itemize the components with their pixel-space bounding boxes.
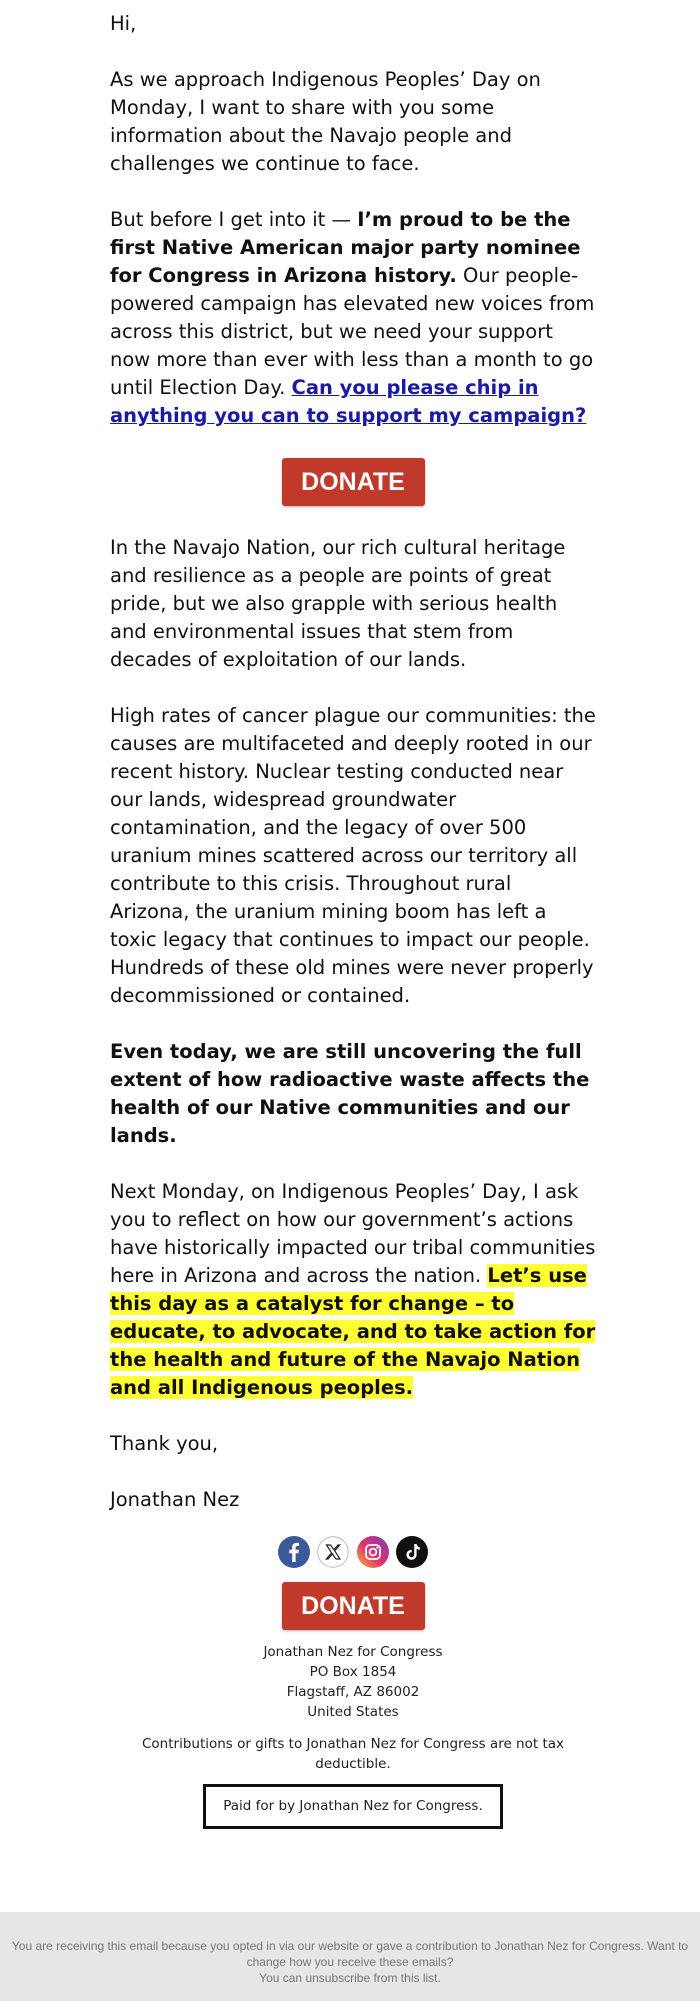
paragraph-reflect-intro: Next Monday, on Indigenous Peoples’ Day, I ask you to reflect on how our government’s actions have historically impacted our tribal communities here in Arizona and across the nation.: [110, 1180, 596, 1287]
x-icon[interactable]: [317, 1536, 349, 1568]
receiving-notice: You are receiving this email because you opted in via our website or gave a contribution to Jonathan Nez for Congress. Want to change how you receive these emails?: [11, 1939, 689, 1969]
instagram-icon[interactable]: [357, 1536, 389, 1568]
paragraph-campaign-intro: But before I get into it —: [110, 208, 358, 231]
city-line: Flagstaff, AZ 86002: [286, 1684, 420, 1700]
facebook-icon[interactable]: [278, 1536, 310, 1568]
donate-button[interactable]: DONATE: [282, 458, 425, 506]
footer-donate-wrap: [110, 1582, 596, 1630]
paragraph-intro: As we approach Indigenous Peoples’ Day on Monday, I want to share with you some information about the Navajo people and challenges we continue to face.: [110, 68, 541, 175]
paragraph-cancer: High rates of cancer plague our communities: the causes are multifaceted and deeply rooted in our recent history. Nuclear testing conducted near our lands, widespread groundwater contamination, and the legacy of over 500 uranium mines scattered across our territory all contribute to this crisis. Throughout rural Arizona, the uranium mining boom has left a toxic legacy that continues to impact our people. Hundreds of these old mines were never properly decommissioned or contained.: [110, 704, 596, 1007]
footer: [110, 1642, 596, 1829]
paragraph-campaign-body: Our people-powered campaign has elevated new voices from across this district, but we need your support now more than ever with less than a month to go until Election Day.: [110, 264, 595, 399]
org-name: Jonathan Nez for Congress: [263, 1644, 443, 1660]
social-icons: [110, 1536, 596, 1570]
footer-donate-button[interactable]: DONATE: [282, 1582, 425, 1630]
paragraph-campaign-bold: I’m proud to be the first Native American major party nominee for Congress in Arizona history.: [110, 208, 581, 287]
paragraph-radioactive-bold: Even today, we are still uncovering the full extent of how radioactive waste affects the health of our Native communities and our lands.: [110, 1040, 590, 1147]
paragraph-radioactive: [110, 1038, 596, 1150]
country: United States: [307, 1704, 399, 1720]
unsubscribe-footer: [0, 1912, 700, 2001]
paragraph-heritage: In the Navajo Nation, our rich cultural heritage and resilience as a people are points of great pride, but we also grapple with serious health and environmental issues that stem from decades of exploitation of our lands.: [110, 536, 566, 671]
highlighted-call-to-action: Let’s use this day as a catalyst for change – to educate, to advocate, and to take action for the health and future of the Navajo Nation and all Indigenous peoples.: [110, 1264, 596, 1399]
signoff: Thank you,: [110, 1432, 219, 1455]
tax-note: Contributions or gifts to Jonathan Nez for Congress are not tax deductible.: [141, 1736, 565, 1772]
tiktok-icon[interactable]: [396, 1536, 428, 1568]
signature: Jonathan Nez: [110, 1488, 240, 1511]
email-body: [110, 10, 596, 1829]
chip-in-link[interactable]: Can you please chip in anything you can to support my campaign?: [110, 376, 587, 427]
paragraph-campaign: [110, 206, 596, 430]
greeting: Hi,: [110, 12, 137, 35]
donate-button-wrap: [110, 458, 596, 506]
paragraph-reflect: [110, 1178, 596, 1402]
paid-for-box: Paid for by Jonathan Nez for Congress.: [203, 1784, 503, 1829]
po-box: PO Box 1854: [309, 1664, 397, 1680]
address-block: [110, 1642, 596, 1722]
unsubscribe-notice[interactable]: You can unsubscribe from this list.: [259, 1971, 441, 1985]
